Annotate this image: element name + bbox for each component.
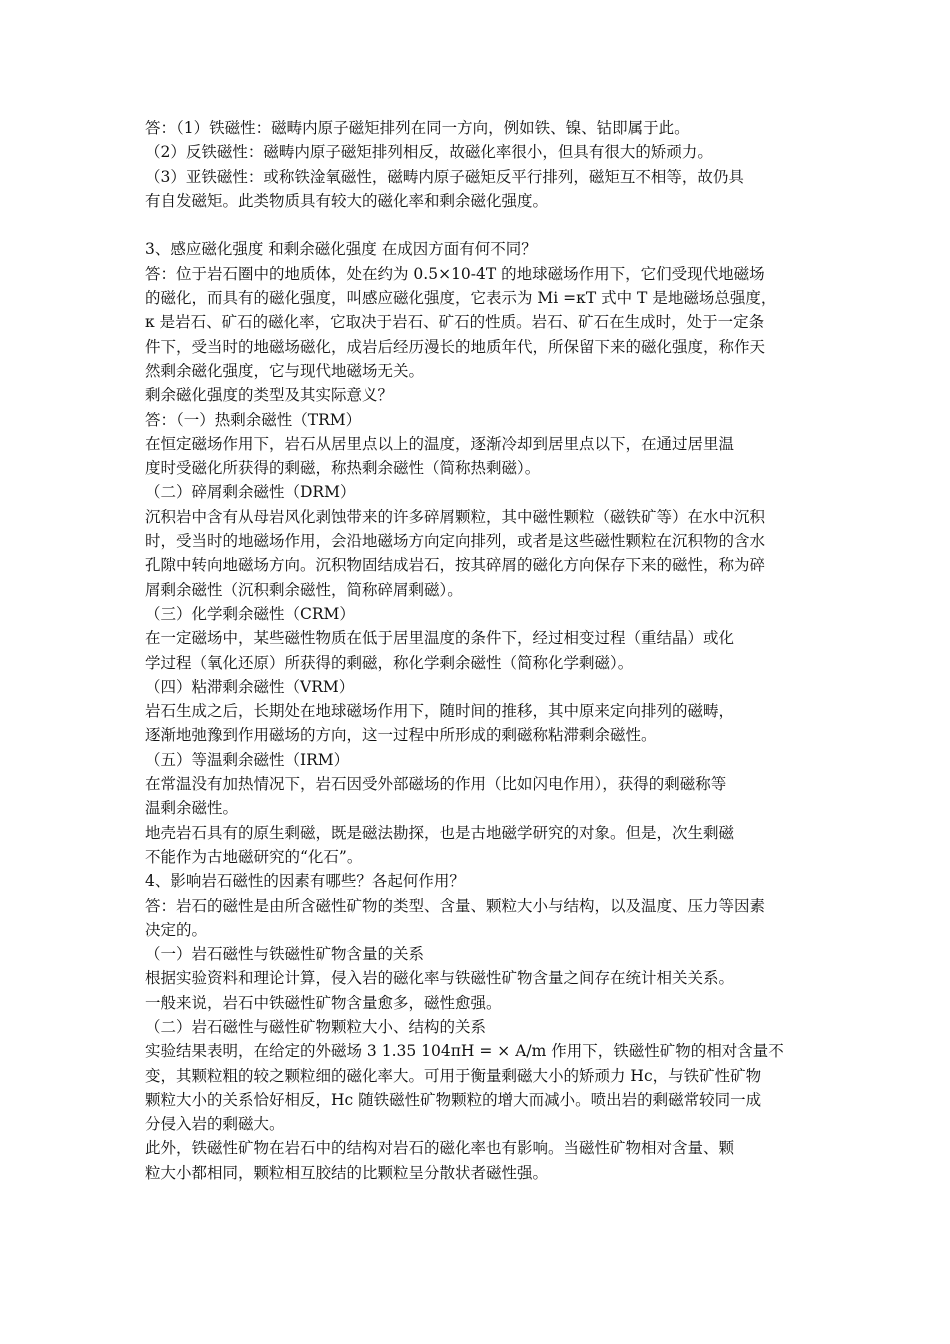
text-line: κ 是岩石、矿石的磁化率，它取决于岩石、矿石的性质。岩石、矿石在生成时，处于一定条: [145, 313, 765, 332]
text-line: （四）粘滞剩余磁性（VRM）: [145, 677, 355, 696]
text-line: 4、影响岩石磁性的因素有哪些？各起何作用？: [145, 872, 465, 891]
text-line: 学过程（氧化还原）所获得的剩磁，称化学剩余磁性（简称化学剩磁）。: [145, 653, 634, 672]
text-line: 孔隙中转向地磁场方向。沉积物固结成岩石，按其碎屑的磁化方向保存下来的磁性，称为碎: [145, 556, 766, 575]
text-line: （五）等温剩余磁性（IRM）: [145, 750, 350, 769]
text-line: 分侵入岩的剩磁大。: [145, 1115, 285, 1134]
text-line: （三）化学剩余磁性（CRM）: [145, 604, 355, 623]
text-line: 一般来说，岩石中铁磁性矿物含量愈多，磁性愈强。: [145, 993, 502, 1012]
text-line: 件下，受当时的地磁场磁化，成岩后经历漫长的地质年代，所保留下来的磁化强度，称作天: [145, 337, 766, 356]
text-line: 此外，铁磁性矿物在岩石中的结构对岩石的磁化率也有影响。当磁性矿物相对含量、颗: [145, 1139, 735, 1158]
text-line: 决定的。: [145, 920, 208, 939]
text-line: （2）反铁磁性：磁畴内原子磁矩排列相反，故磁化率很小，但具有很大的矫顽力。: [145, 143, 713, 162]
text-line: 答：岩石的磁性是由所含磁性矿物的类型、含量、颗粒大小与结构，以及温度、压力等因素: [145, 896, 766, 915]
text-line: 逐渐地弛豫到作用磁场的方向，这一过程中所形成的剩磁称粘滞剩余磁性。: [145, 726, 657, 745]
text-line: （二）岩石磁性与磁性矿物颗粒大小、结构的关系: [145, 1017, 487, 1036]
text-line: 时，受当时的地磁场作用，会沿地磁场方向定向排列，或者是这些磁性颗粒在沉积物的含水: [145, 532, 766, 551]
text-line: 变，其颗粒粗的较之颗粒细的磁化率大。可用于衡量剩磁大小的矫顽力 Hc，与铁矿性矿物: [145, 1066, 762, 1085]
text-line: 粒大小都相同，颗粒相互胶结的比颗粒呈分散状者磁性强。: [145, 1163, 549, 1182]
text-line: （二）碎屑剩余磁性（DRM）: [145, 483, 356, 502]
blank-line: [145, 213, 825, 237]
text-line: 实验结果表明，在给定的外磁场 3 1.35 104πH = × A/m 作用下，铁磁性矿物的相对含量不: [145, 1042, 784, 1061]
text-line: （一）岩石磁性与铁磁性矿物含量的关系: [145, 945, 425, 964]
text-line: 有自发磁矩。此类物质具有较大的磁化率和剩余磁化强度。: [145, 191, 549, 210]
text-line: 度时受磁化所获得的剩磁，称热剩余磁性（简称热剩磁）。: [145, 459, 541, 478]
text-line: 根据实验资料和理论计算，侵入岩的磁化率与铁磁性矿物含量之间存在统计相关关系。: [145, 969, 735, 988]
document-body: [145, 116, 825, 1185]
text-line: 岩石生成之后，长期处在地球磁场作用下，随时间的推移，其中原来定向排列的磁畴，: [145, 702, 735, 721]
text-line: （3）亚铁磁性：或称铁淦氧磁性，磁畴内原子磁矩反平行排列，磁矩互不相等，故仍具: [145, 167, 744, 186]
text-line: 剩余磁化强度的类型及其实际意义？: [145, 386, 394, 405]
text-line: 屑剩余磁性（沉积剩余磁性，简称碎屑剩磁）。: [145, 580, 463, 599]
text-line: 在一定磁场中，某些磁性物质在低于居里温度的条件下，经过相变过程（重结晶）或化: [145, 629, 735, 648]
text-line: 颗粒大小的关系恰好相反，Hc 随铁磁性矿物颗粒的增大而减小。喷出岩的剩磁常较同一成: [145, 1090, 762, 1109]
text-line: 温剩余磁性。: [145, 799, 239, 818]
text-line: 在常温没有加热情况下，岩石因受外部磁场的作用（比如闪电作用），获得的剩磁称等: [145, 775, 727, 794]
text-line: 答：位于岩石圈中的地质体，处在约为 0.5×10-4T 的地球磁场作用下，它们受现代地磁场: [145, 264, 765, 283]
text-line: 的磁化，而具有的磁化强度，叫感应磁化强度，它表示为 Mi =κT 式中 T 是地磁场总强度，: [145, 289, 777, 308]
text-line: 不能作为古地磁研究的“化石”。: [145, 847, 363, 866]
text-line: 答：（一）热剩余磁性（TRM）: [145, 410, 362, 429]
text-line: 地壳岩石具有的原生剩磁，既是磁法勘探，也是古地磁学研究的对象。但是，次生剩磁: [145, 823, 735, 842]
text-line: 在恒定磁场作用下，岩石从居里点以上的温度，逐渐冷却到居里点以下，在通过居里温: [145, 434, 735, 453]
text-line: 3、感应磁化强度 和剩余磁化强度 在成因方面有何不同？: [145, 240, 537, 259]
text-line: 沉积岩中含有从母岩风化剥蚀带来的许多碎屑颗粒，其中磁性颗粒（磁铁矿等）在水中沉积: [145, 507, 766, 526]
text-line: 然剩余磁化强度，它与现代地磁场无关。: [145, 361, 425, 380]
text-line: 答：（1）铁磁性：磁畴内原子磁矩排列在同一方向，例如铁、镍、钴即属于此。: [145, 119, 690, 137]
